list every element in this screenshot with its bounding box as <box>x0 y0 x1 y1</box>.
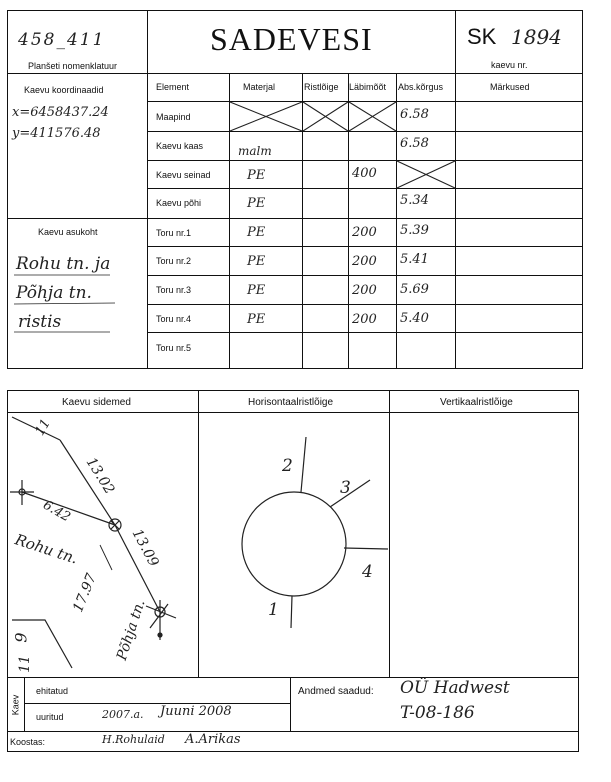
sheet-number: 458_411 <box>18 30 106 50</box>
pipe-number: 4 <box>362 562 373 582</box>
row-material: PE <box>247 254 266 269</box>
data-label: Andmed saadud: <box>298 686 374 697</box>
row-element: Kaevu põhi <box>156 198 202 208</box>
col-diameter: Läbimõõt <box>349 82 387 92</box>
row-material: PE <box>247 283 266 298</box>
row-element: Maapind <box>156 112 191 122</box>
row-diameter: 400 <box>352 166 377 181</box>
pipe-number: 1 <box>268 600 279 620</box>
sketch-label: Rohu tn. <box>12 530 81 568</box>
row-diameter: 200 <box>352 254 377 269</box>
surveyed-hand: Juuni 2008 <box>160 704 232 719</box>
vertical-header: Vertikaalristlõige <box>440 397 513 408</box>
coord-x: x=6458437.24 <box>12 105 109 120</box>
footer-side-label: Kaev <box>10 694 21 716</box>
sketch-label: 17.97 <box>70 571 100 615</box>
row-diameter: 200 <box>352 312 377 327</box>
col-section: Ristlõige <box>304 82 339 92</box>
col-notes: Märkused <box>490 82 530 92</box>
horizontal-header: Horisontaalristlõige <box>248 397 334 408</box>
pipe-number: 2 <box>282 456 293 476</box>
coord-y: y=411576.48 <box>12 126 101 141</box>
row-element: Toru nr.2 <box>156 256 192 266</box>
col-material: Materjal <box>243 82 276 92</box>
row-element: Toru nr.3 <box>156 285 192 295</box>
sketch-label: 13.09 <box>128 526 162 570</box>
row-height: 5.41 <box>400 252 429 267</box>
well-label: kaevu nr. <box>491 60 528 70</box>
well-circle-icon <box>242 492 346 596</box>
location-line-2: Põhja tn. <box>16 283 92 303</box>
row-material: PE <box>247 312 266 327</box>
sketch-label: 9 <box>11 632 31 643</box>
sketch-label: 11 <box>16 655 33 673</box>
sheet-label: Planšeti nomenklatuur <box>28 61 118 71</box>
location-line-1: Rohu tn. ja <box>16 254 111 274</box>
coords-label: Kaevu koordinaadid <box>24 85 104 95</box>
surveyed-year: 2007.a. <box>102 708 144 721</box>
sketch-label: 6.42 <box>40 497 73 526</box>
row-height: 5.39 <box>400 223 429 238</box>
row-diameter: 200 <box>352 225 377 240</box>
row-height: 5.34 <box>400 193 429 208</box>
col-height: Abs.kõrgus <box>398 82 444 92</box>
links-header: Kaevu sidemed <box>62 397 131 408</box>
row-height: 6.58 <box>400 136 429 151</box>
page-title: SADEVESI <box>210 21 373 57</box>
row-material: PE <box>247 168 266 183</box>
col-element: Element <box>156 82 190 92</box>
row-diameter: 200 <box>352 283 377 298</box>
well-number: 1894 <box>511 25 562 49</box>
compiled-name: H.Rohulaid <box>102 733 165 746</box>
sketch-label: Põhja tn. <box>113 597 149 663</box>
data-company: OÜ Hadwest <box>400 678 510 698</box>
location-line-3: ristis <box>18 312 62 332</box>
row-element: Kaevu kaas <box>156 141 204 151</box>
row-height: 5.40 <box>400 311 429 326</box>
row-element: Toru nr.5 <box>156 343 192 353</box>
compiled-hand: A.Arikas <box>185 732 241 747</box>
compiled-label: Koostas: <box>10 737 46 747</box>
row-element: Kaevu seinad <box>156 170 211 180</box>
row-element: Toru nr.1 <box>156 228 192 238</box>
sketch-label: 11 <box>32 416 54 439</box>
row-height: 5.69 <box>400 282 429 297</box>
data-code: T-08-186 <box>400 703 475 723</box>
built-label: ehitatud <box>36 686 69 696</box>
row-material: PE <box>247 196 266 211</box>
surveyed-label: uuritud <box>36 712 64 722</box>
location-label: Kaevu asukoht <box>38 227 98 237</box>
row-material: malm <box>238 144 272 158</box>
row-height: 6.58 <box>400 107 429 122</box>
sketch-label: 13.02 <box>82 454 118 498</box>
row-material: PE <box>247 225 266 240</box>
well-prefix: SK <box>467 24 497 49</box>
pipe-number: 3 <box>340 478 351 498</box>
row-element: Toru nr.4 <box>156 314 192 324</box>
